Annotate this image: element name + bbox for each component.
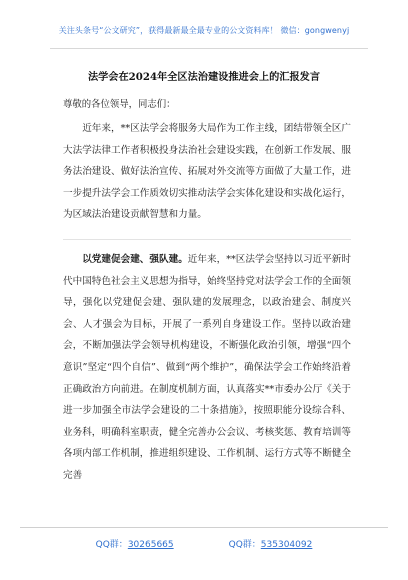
paragraph-intro: 近年来，**区法学会将服务大局作为工作主线，团结带领全区广大法学法律工作者积极投身法治社会建设实践，在创新工作发展、服务法治建设、做好法治宣传、拓展对外交流等方面做了大量工作，进一步提升法学会工作质效切实推动法学会实体化建设和实战化运行，为区域法治建设贡献智慧和力量。 <box>63 123 351 221</box>
qq-number-1[interactable]: 30265665 <box>127 540 174 550</box>
qq-label: QQ群： <box>228 540 261 550</box>
paragraph-divider <box>63 239 351 240</box>
document-title: 法学会在2024年全区法治建设推进会上的汇报发言 <box>87 71 321 83</box>
paragraph-body: 近年来，**区法学会坚持以习近平新时代中国特色社会主义思想为指导，始终坚持党对法学会工作的全面领导，强化以党建促会建、强队建的发展理念，以政治建会、制度兴会、人才强会为目标，开展了一系列自身建设工作。坚持以政治建会，不断加强法学会领导机构建设，不断强化政治引领，增强“四个意识”坚定“四个自信”、做到“两个维护”，确保法学会工作始终沿着正确政治方向前进。在制度机制方面，认真落实**市委办公厅《关于进一步加强全市法学会建设的二十条措施》，按照职能分设综合科、业务科，明确科室职责，健全完善办公会议、考核奖惩、教育培训等各项内部工作机制，推进组织建设、工作机制、运行方式等不断健全完善 <box>63 254 352 481</box>
footer-divider <box>20 527 388 528</box>
paragraph-lead: 以党建促会建、强队建。 <box>82 254 188 265</box>
qq-number-2[interactable]: 535304092 <box>260 540 313 550</box>
qq-group-1 <box>96 537 174 550</box>
header-divider <box>50 48 368 49</box>
paragraph-party-building <box>63 249 351 487</box>
footer <box>0 537 408 550</box>
salutation: 尊敬的各位领导，同志们： <box>63 99 176 110</box>
promo-header: 关注头条号“公文研究”，获得最新最全最专业的公文资料库！ 微信：gongwenyj <box>58 26 350 35</box>
qq-group-2 <box>229 537 313 550</box>
qq-label: QQ群： <box>95 540 128 550</box>
